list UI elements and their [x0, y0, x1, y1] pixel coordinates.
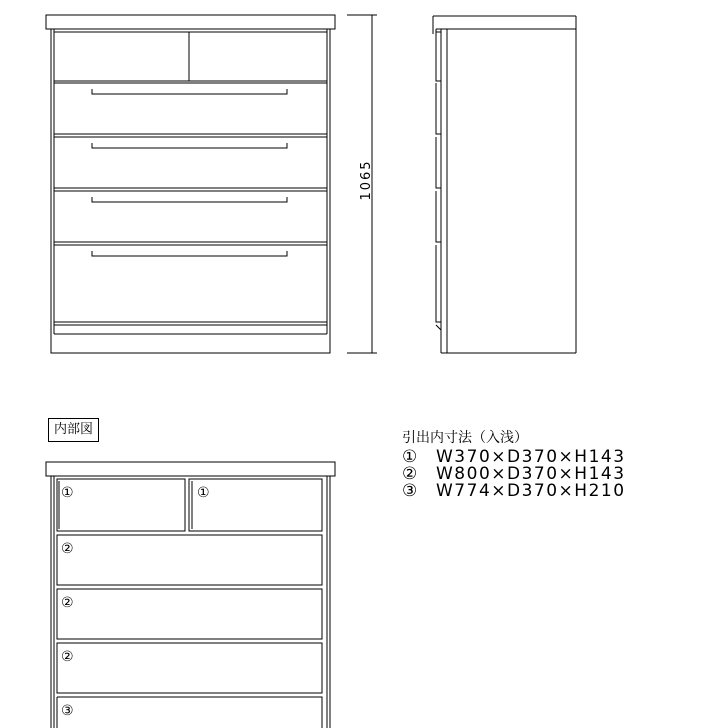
spec-row-value: W800×D370×H143	[436, 464, 626, 484]
interior-mark: ②	[61, 541, 74, 557]
spec-row-mark: ③	[402, 481, 419, 501]
interior-box-2a	[57, 535, 322, 585]
spec-row-value: W370×D370×H143	[436, 447, 626, 467]
height-dimension-label: 1065	[359, 159, 374, 201]
interior-box-3	[57, 697, 322, 728]
front-handle-5	[92, 251, 287, 256]
drawer-dimensions-spec	[402, 427, 722, 500]
interior-mark: ①	[197, 485, 210, 501]
front-drawer-1-left	[54, 32, 189, 81]
spec-title: 引出内寸法（入浅）	[402, 430, 528, 446]
spec-row	[402, 483, 722, 500]
interior-mark: ③	[61, 703, 74, 719]
spec-row-mark: ①	[402, 447, 419, 467]
interior-box-2b	[57, 589, 322, 639]
front-drawer-4	[54, 191, 327, 242]
front-drawer-3	[54, 137, 327, 188]
front-drawer-2	[54, 83, 327, 134]
height-dimension	[347, 15, 377, 353]
interior-box-2c	[57, 643, 322, 693]
spec-row-mark: ②	[402, 464, 419, 484]
side-drawer-profile	[436, 29, 441, 330]
front-drawer-1-right	[189, 32, 327, 81]
front-handle-4	[92, 197, 287, 202]
interior-mark: ①	[61, 485, 74, 501]
front-handle-2	[92, 89, 287, 94]
front-handle-3	[92, 143, 287, 148]
front-drawer-5	[54, 245, 327, 322]
interior-box-1-left	[57, 479, 185, 531]
interior-view	[46, 462, 335, 728]
front-top-board	[46, 15, 335, 29]
interior-view-badge: 内部図	[48, 418, 99, 442]
interior-mark: ②	[61, 649, 74, 665]
side-view	[433, 16, 576, 353]
spec-row-value: W774×D370×H210	[436, 481, 626, 501]
interior-mark: ②	[61, 595, 74, 611]
interior-top-board	[46, 462, 335, 476]
front-view	[46, 15, 335, 353]
